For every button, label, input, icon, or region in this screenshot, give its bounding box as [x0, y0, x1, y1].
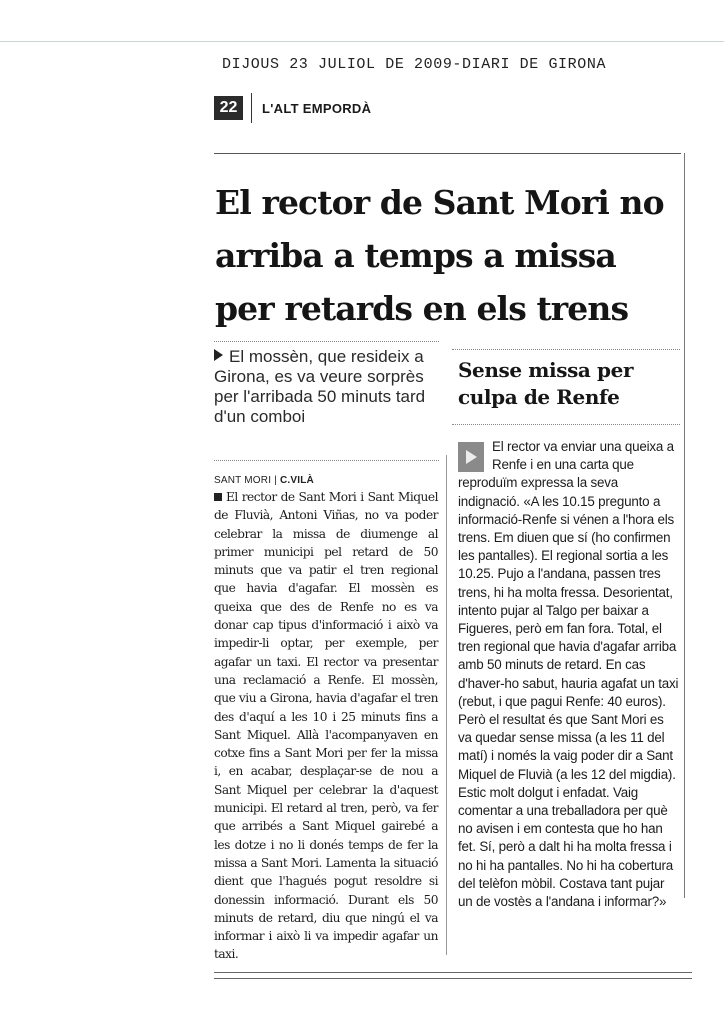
article-body [214, 488, 438, 964]
section-header [214, 93, 371, 123]
headline: El rector de Sant Mori no arriba a temps a missa per retards en els trens [215, 183, 664, 328]
sidebar-top-divider [452, 349, 680, 350]
bottom-rule-1 [214, 972, 692, 973]
sidebar-title-divider [452, 424, 680, 425]
bullet-triangle-icon [214, 349, 223, 361]
section-divider [251, 93, 252, 123]
sidebar-title: Sense missa per culpa de Renfe [458, 358, 634, 409]
headline-top-rule [214, 153, 681, 154]
dateline: DIJOUS 23 JULIOL DE 2009-DIARI DE GIRONA [222, 56, 607, 73]
subheadline [214, 347, 439, 427]
section-name: L'ALT EMPORDÀ [262, 100, 372, 116]
subheadline-text: El mossèn, que resideix a Girona, es va veure sorprès per l'arribada 50 minuts tard d'un comboi [214, 347, 426, 426]
byline-separator: | [274, 475, 277, 486]
byline-divider [214, 460, 439, 461]
byline-place: SANT MORI [214, 475, 272, 486]
article-body-text: El rector de Sant Mori i Sant Miquel de Fluvià, Antoni Viñas, no va poder celebrar la missa de diumenge al primer municipi pel retard de 50 minuts que va patir el tren regional que havia d'agafar. El mossèn es queixa que des de Renfe no es va donar cap tipus d'informació i això va impedir-li optar, per exemple, per agafar un taxi. El rector va presentar una reclamació a Renfe. El mossèn, que viu a Girona, havia d'agafar el tren des d'aquí a les 10 i 25 minuts fins a Sant Miquel. Allà l'acompanyaven en cotxe fins a Sant Mori per fer la missa i, en acabar, desplaçar-se de nou a Sant Miquel per celebrar la d'aquest municipi. El retard al tren, però, va fer que arribés a Sant Miquel gairebé a les dotze i no li donés temps de fer la missa a Sant Mori. Lamenta la situació dient que l'hagués pogut resoldre si donessin informació. Durant els 50 minuts de retard, diu que ningú el va informar i això li va impedir agafar un taxi. [214, 490, 438, 962]
subhead-top-divider [214, 341, 439, 342]
bottom-rule-2 [214, 978, 692, 979]
play-icon [458, 442, 484, 472]
right-column-rule [684, 153, 685, 898]
byline-author: C.VILÀ [280, 475, 314, 486]
sidebar-body-text: El rector va enviar una queixa a Renfe i en una carta que reproduïm expressa la seva indignació. «A les 10.15 pregunto a informació-Renfe si vénen a l'hora els trens. Em diuen que sí (ho confirmen les pantalles). El regional sortia a les 10.25. Pujo a l'andana, passen tres trens, hi ha molta fressa. Desorientat, intento pujar al Talgo per baixar a Figueres, però em fan fora. Total, el tren regional que havia d'agafar arriba amb 50 minuts de retard. En cas d'haver-ho sabut, hauria agafat un taxi (rebut, i que pagui Renfe: 40 euros). Però el resultat és que Sant Mori es va quedar sense missa (a les 11 del matí) i només la vaig poder dir a Sant Miquel de Fluvià (a les 12 del migdia). Estic molt dolgut i enfadat. Vaig comentar a una treballadora per què no avisen i em contesta que ho han fet. Sí, però a dalt hi ha molta fressa i no hi ha pantalles. No hi ha cobertura del telèfon mòbil. Costava tant pujar un de vostès a l'andana i informar?» [458, 439, 679, 910]
lead-square-icon [214, 493, 222, 501]
middle-column-rule [446, 455, 447, 955]
page-top-line [0, 41, 724, 42]
byline [214, 475, 314, 486]
page-number: 22 [214, 96, 243, 120]
sidebar-body [458, 438, 680, 911]
